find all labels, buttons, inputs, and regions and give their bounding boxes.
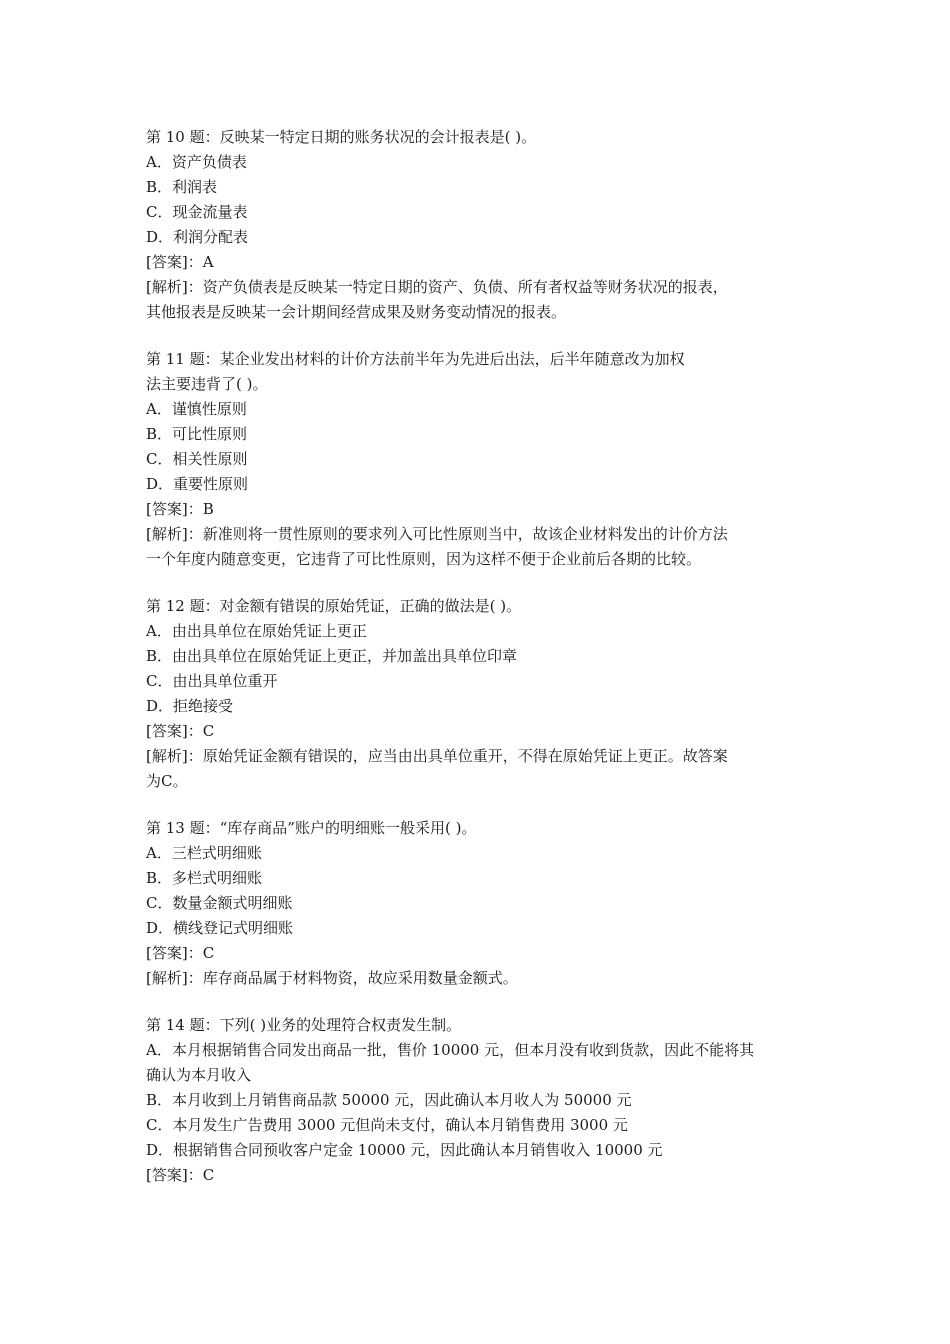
question-stem: 第 12 题：对金额有错误的原始凭证，正确的做法是( )。 (146, 597, 522, 615)
question-stem: 第 10 题：反映某一特定日期的账务状况的会计报表是( )。 (146, 128, 537, 146)
option-a: A．三栏式明细账 (146, 844, 262, 862)
analysis-line: 一个年度内随意变更，它违背了可比性原则，因为这样不便于企业前后各期的比较。 (146, 550, 702, 568)
option-c: C．本月发生广告费用 3000 元但尚未支付，确认本月销售费用 3000 元 (146, 1116, 628, 1134)
question-10 (146, 125, 816, 325)
analysis-line: [解析]：资产负债表是反映某一特定日期的资产、负债、所有者权益等财务状况的报表， (146, 278, 728, 296)
answer: [答案]：C (146, 722, 215, 740)
option-c: C．现金流量表 (146, 203, 248, 221)
option-d: D．拒绝接受 (146, 697, 234, 715)
analysis-line: 其他报表是反映某一会计期间经营成果及财务变动情况的报表。 (146, 303, 567, 321)
option-c: C．相关性原则 (146, 450, 248, 468)
answer: [答案]：C (146, 944, 215, 962)
option-d: D．利润分配表 (146, 228, 249, 246)
document-page (146, 125, 816, 1210)
option-c: C．由出具单位重开 (146, 672, 278, 690)
answer: [答案]：A (146, 253, 214, 271)
option-d: D．重要性原则 (146, 475, 249, 493)
option-a: A．本月根据销售合同发出商品一批，售价 10000 元，但本月没有收到货款，因此不能将其 (146, 1041, 755, 1059)
option-d: D．根据销售合同预收客户定金 10000 元，因此确认本月销售收入 10000 元 (146, 1141, 663, 1159)
option-a: A．由出具单位在原始凭证上更正 (146, 622, 367, 640)
question-stem: 法主要违背了( )。 (146, 375, 268, 393)
option-c: C．数量金额式明细账 (146, 894, 293, 912)
analysis-line: [解析]：库存商品属于材料物资，故应采用数量金额式。 (146, 969, 518, 987)
analysis-line: [解析]：原始凭证金额有错误的，应当由出具单位重开，不得在原始凭证上更正。故答案 (146, 747, 728, 765)
option-d: D．横线登记式明细账 (146, 919, 294, 937)
question-12 (146, 594, 816, 794)
question-11 (146, 347, 816, 572)
option-b: B．由出具单位在原始凭证上更正，并加盖出具单位印章 (146, 647, 518, 665)
analysis-line: [解析]：新准则将一贯性原则的要求列入可比性原则当中，故该企业材料发出的计价方法 (146, 525, 728, 543)
option-b: B．可比性原则 (146, 425, 248, 443)
question-14 (146, 1013, 816, 1188)
option-a: A．谨慎性原则 (146, 400, 247, 418)
question-stem: 第 11 题：某企业发出材料的计价方法前半年为先进后出法，后半年随意改为加权 (146, 350, 685, 368)
question-stem: 第 13 题：“库存商品”账户的明细账一般采用( )。 (146, 819, 477, 837)
option-b: B．利润表 (146, 178, 218, 196)
question-stem: 第 14 题：下列( )业务的处理符合权责发生制。 (146, 1016, 462, 1034)
option-a-continued: 确认为本月收入 (146, 1066, 252, 1084)
analysis-line: 为C。 (146, 772, 188, 790)
answer: [答案]：C (146, 1166, 215, 1184)
answer: [答案]：B (146, 500, 214, 518)
option-a: A．资产负债表 (146, 153, 247, 171)
question-13 (146, 816, 816, 991)
option-b: B．本月收到上月销售商品款 50000 元，因此确认本月收人为 50000 元 (146, 1091, 632, 1109)
option-b: B．多栏式明细账 (146, 869, 263, 887)
